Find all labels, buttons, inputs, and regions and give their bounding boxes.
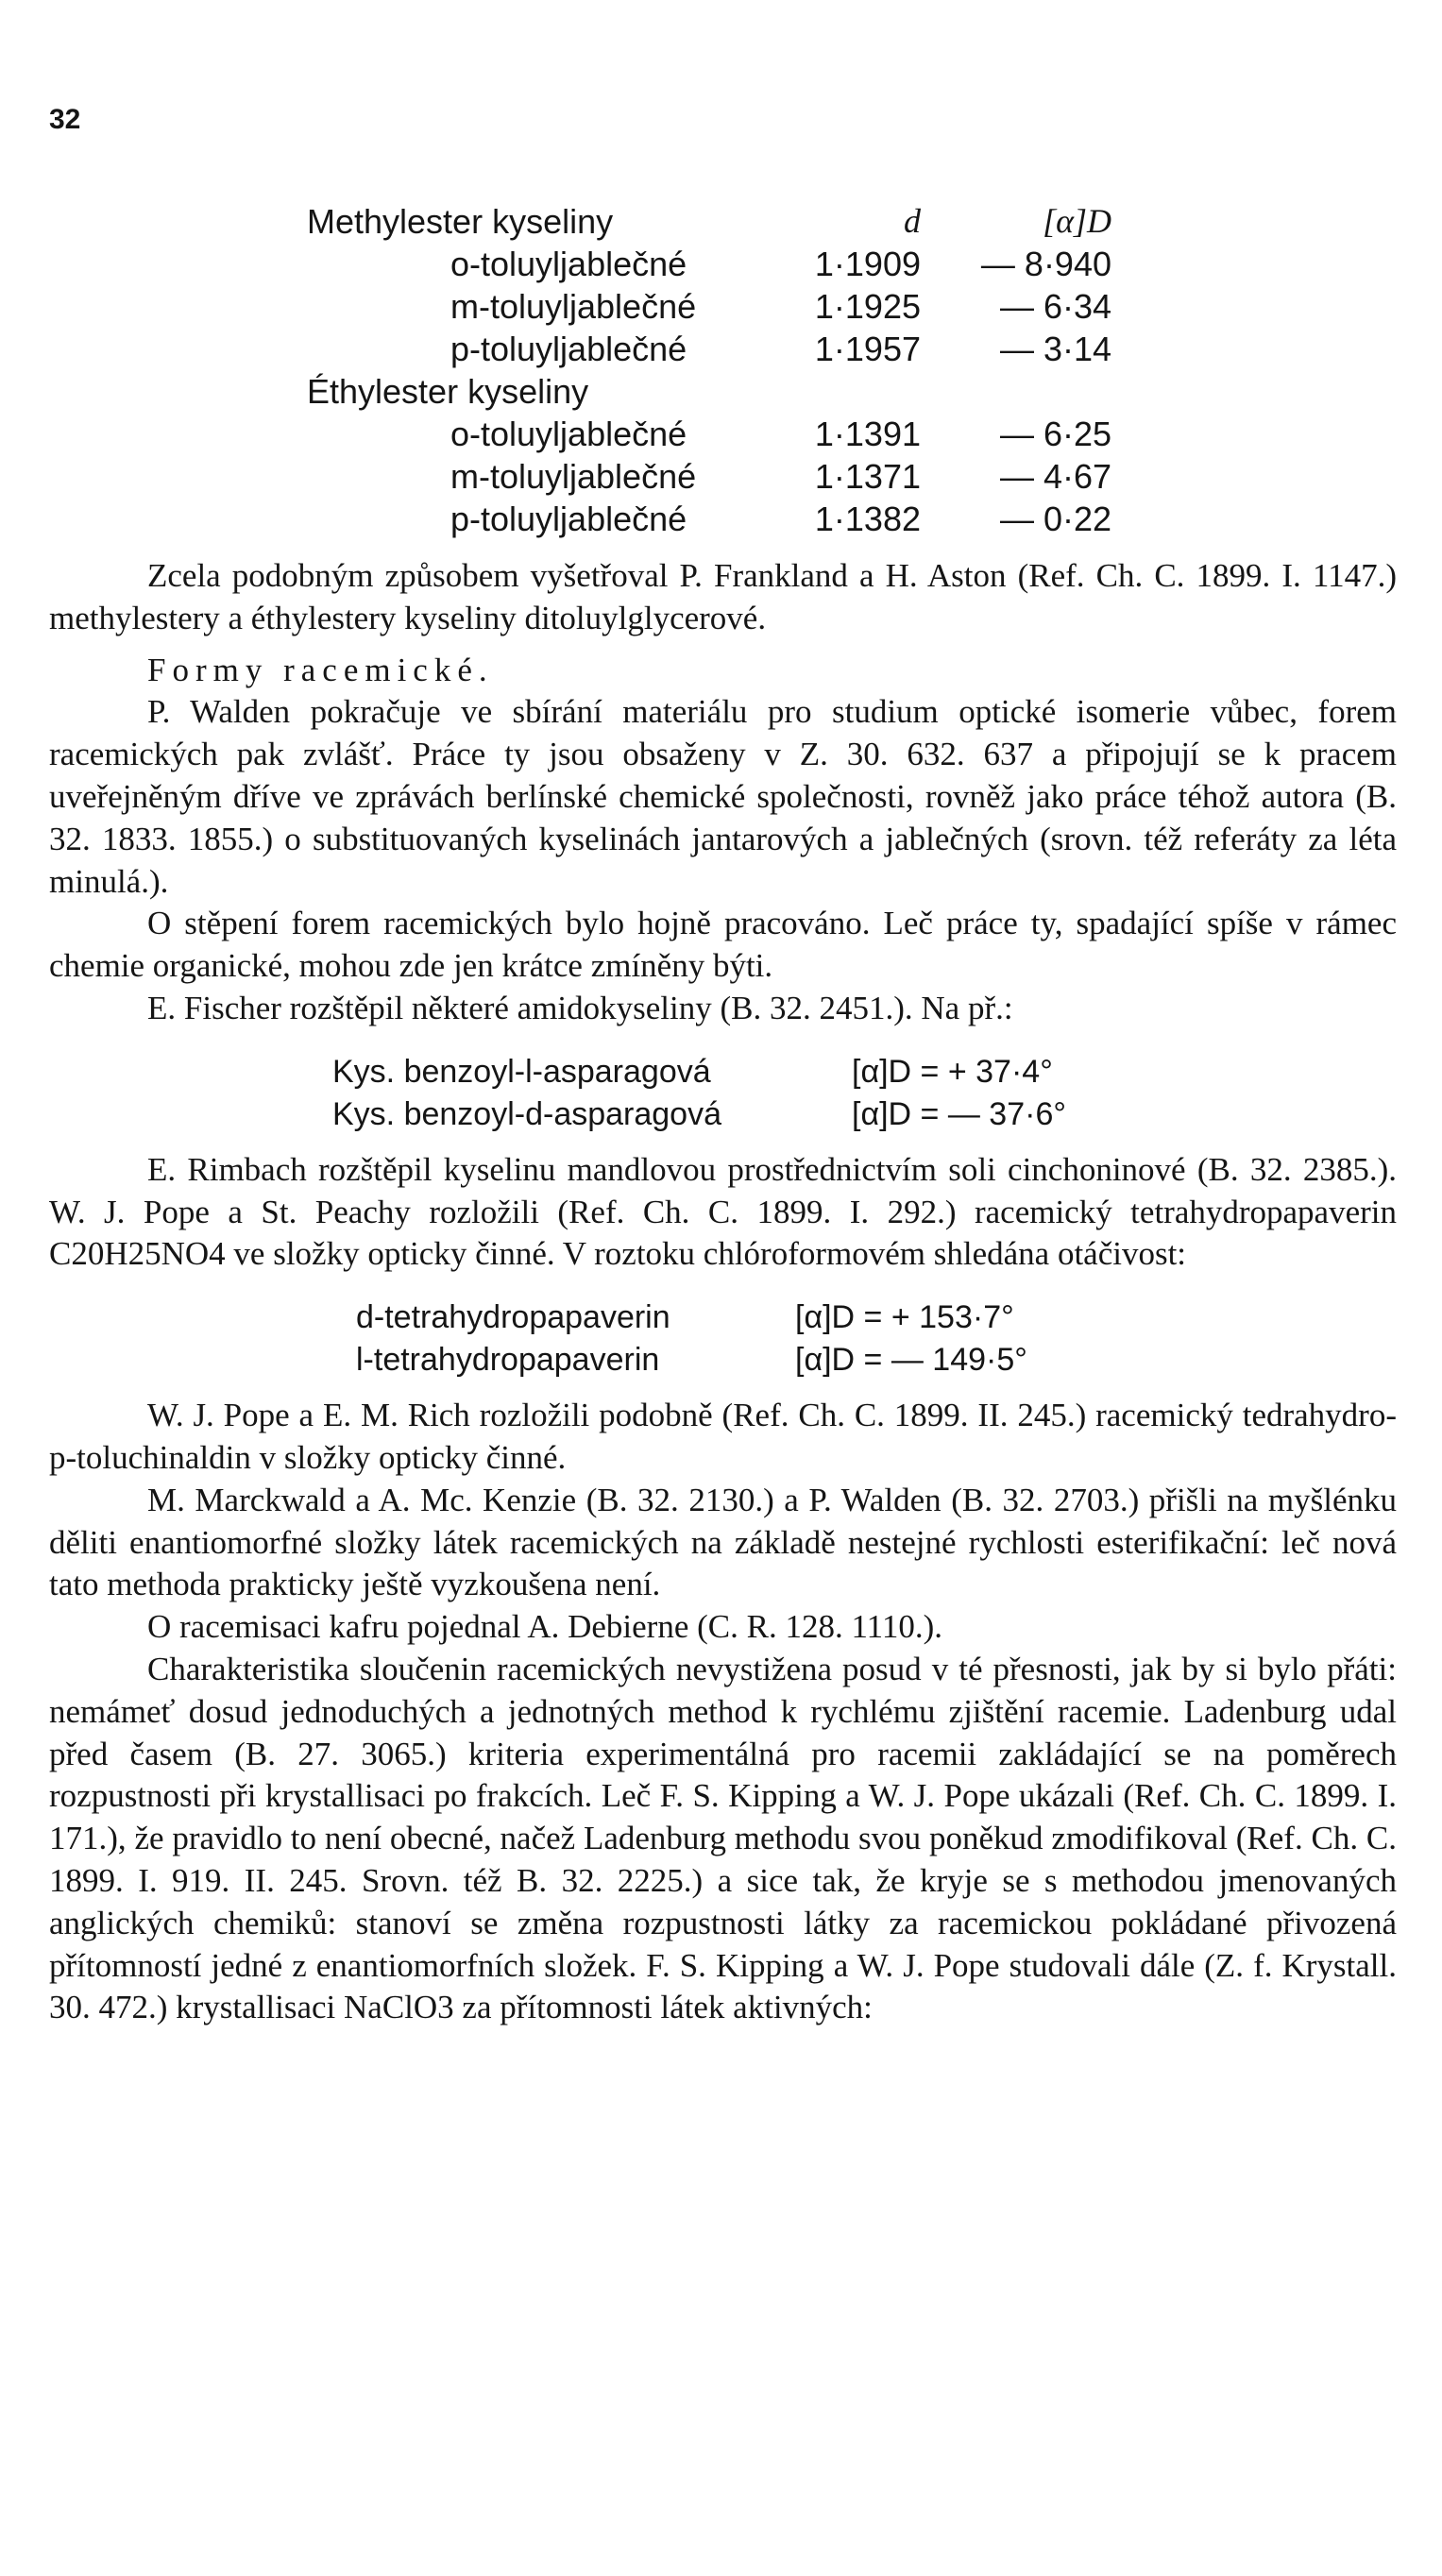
formula-name: Kys. benzoyl-d-asparagová bbox=[332, 1095, 722, 1132]
page-number: 32 bbox=[49, 104, 81, 135]
row-d: 1·1382 bbox=[814, 500, 921, 538]
formula-block bbox=[49, 1296, 1397, 1381]
paragraph: E. Fischer rozštěpil některé amidokyseliny (B. 32. 2451.). Na př.: bbox=[147, 989, 1013, 1026]
table-header-name: Methylester kyseliny bbox=[307, 202, 614, 241]
row-alpha: — 6·34 bbox=[999, 287, 1111, 326]
row-d: 1·1957 bbox=[814, 330, 921, 368]
row-alpha: — 0·22 bbox=[999, 500, 1111, 538]
table-subheader bbox=[307, 370, 1157, 413]
table-row bbox=[307, 498, 1157, 540]
table-row bbox=[307, 413, 1157, 455]
row-alpha: — 4·67 bbox=[999, 457, 1111, 496]
formula-value: [α]D = + 153·7° bbox=[795, 1299, 1014, 1336]
formula-name: d-tetrahydropapaverin bbox=[356, 1299, 670, 1336]
paragraph: O stěpení forem racemických bylo hojně pracováno. Leč práce ty, spadající spíše v rámec chemie organické, mohou zde jen krátce zmíněny býti. bbox=[49, 905, 1397, 985]
row-alpha: — 8·940 bbox=[980, 245, 1111, 283]
formula-name: Kys. benzoyl-l-asparagová bbox=[332, 1053, 711, 1090]
body-text bbox=[49, 555, 1397, 2029]
table-header-alpha: [α]D bbox=[1043, 202, 1111, 240]
paragraph: O racemisaci kafru pojednal A. Debierne (C. R. 128. 1110.). bbox=[147, 1608, 943, 1646]
paragraph: W. J. Pope a E. M. Rich rozložili podobně (Ref. Ch. C. 1899. II. 245.) racemický tedrahydro-p-toluchinaldin v složky opticky činné. bbox=[49, 1397, 1397, 1476]
paragraph: M. Marckwald a A. Mc. Kenzie (B. 32. 2130.) a P. Walden (B. 32. 2703.) přišli na myšlénku děliti enantiomorfné složky látek racemických na základě nestejné rychlosti esterifikační: leč nová tato methoda prakticky ještě vyzkoušena není. bbox=[49, 1481, 1397, 1603]
formula-value: [α]D = — 37·6° bbox=[852, 1095, 1066, 1132]
row-name: o-toluyljablečné bbox=[450, 245, 687, 283]
paragraph: Charakteristika sloučenin racemických nevystižena posud v té přesnosti, jak by si bylo přáti: nemámeť dosud jednoduchých a jednotných method k rychlému zjištění racemie. Ladenburg udal před časem (B. 27. 3065.) kriteria experimentálná pro racemii zakládající se na poměrech rozpustnosti při krystallisaci po frakcích. Leč F. S. Kipping a W. J. Pope ukázali (Ref. Ch. C. 1899. I. 171.), že pravidlo to není obecné, načež Ladenburg methodu svou poněkud zmodifikoval (Ref. Ch. C. 1899. I. 919. II. 245. Srovn. též B. 32. 2225.) a sice tak, že kryje se s methodou jmenovaných anglických chemiků: stanoví se změna rozpustnosti látky za racemickou pokládané přivozená přítomností jedné z enantiomorfních složek. F. S. Kipping a W. J. Pope studovali dále (Z. f. Krystall. 30. 472.) krystallisaci NaClO3 za přítomnosti látek aktivných: bbox=[49, 1650, 1397, 2026]
row-name: p-toluyljablečné bbox=[450, 330, 687, 368]
table-subheader-name: Éthylester kyseliny bbox=[307, 372, 589, 411]
row-name: m-toluyljablečné bbox=[450, 287, 697, 326]
row-name: p-toluyljablečné bbox=[450, 500, 687, 538]
formula-block bbox=[49, 1051, 1397, 1136]
table-row bbox=[307, 285, 1157, 328]
table-row bbox=[307, 455, 1157, 498]
row-name: o-toluyljablečné bbox=[450, 415, 687, 453]
paragraph: Zcela podobným způsobem vyšetřoval P. Frankland a H. Aston (Ref. Ch. C. 1899. I. 1147.) methylestery a éthylestery kyseliny ditoluylglycerové. bbox=[49, 557, 1397, 636]
paragraph: E. Rimbach rozštěpil kyselinu mandlovou prostřednictvím soli cinchoninové (B. 32. 2385.). W. J. Pope a St. Peachy rozložili (Ref. Ch. C. 1899. I. 292.) racemický tetrahydropapaverin C20H25NO4 ve složky opticky činné. V roztoku chlóroformovém shledána otáčivost: bbox=[49, 1150, 1397, 1273]
row-d: 1·1391 bbox=[814, 415, 921, 453]
row-name: m-toluyljablečné bbox=[450, 457, 697, 496]
paragraph: P. Walden pokračuje ve sbírání materiálu pro studium optické isomerie vůbec, forem racemických pak zvlášť. Práce ty jsou obsaženy v Z. 30. 632. 637 a připojují se k pracem uveřejněným dříve ve zprávách berlínské chemické společnosti, rovněž jako práce téhož autora (B. 32. 1833. 1855.) o substituovaných kyselinách jantarových a jablečných (srovn. též referáty za léta minulá.). bbox=[49, 693, 1397, 900]
formula-value: [α]D = + 37·4° bbox=[852, 1053, 1053, 1090]
table-header bbox=[307, 200, 1157, 243]
row-d: 1·1371 bbox=[814, 457, 921, 496]
row-d: 1·1925 bbox=[814, 287, 921, 326]
row-alpha: — 3·14 bbox=[999, 330, 1111, 368]
table-row bbox=[307, 243, 1157, 285]
formula-name: l-tetrahydropapaverin bbox=[356, 1342, 660, 1379]
table-row bbox=[307, 328, 1157, 370]
formula-value: [α]D = — 149·5° bbox=[795, 1342, 1027, 1379]
table-header-d: d bbox=[904, 202, 921, 240]
row-alpha: — 6·25 bbox=[999, 415, 1111, 453]
section-title: Formy racemické. bbox=[147, 651, 494, 688]
optical-rotation-table bbox=[307, 200, 1157, 540]
row-d: 1·1909 bbox=[814, 245, 921, 283]
